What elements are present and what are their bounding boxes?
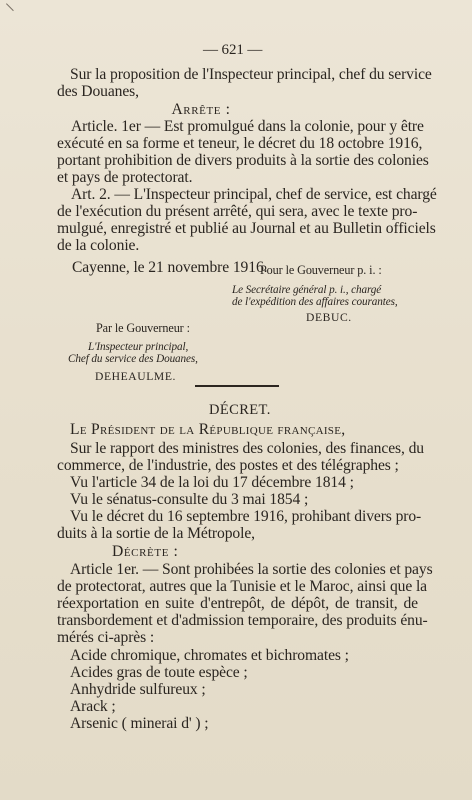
- text-line: duits à la sortie de la Métropole,: [57, 525, 255, 542]
- text-line: transbordement et d'admission temporaire, des produits énu-: [57, 612, 428, 629]
- decree-heading: DÉCRET.: [209, 402, 271, 418]
- date-line: Cayenne, le 21 novembre 1916.: [72, 259, 268, 276]
- signature-left-line: L'Inspecteur principal,: [88, 341, 189, 353]
- signature-right-title: Pour le Gouverneur p. i. :: [260, 263, 382, 277]
- text-line: de l'exécution du présent arrêté, qui sera, avec le texte pro-: [57, 203, 418, 220]
- text-line: Vu l'article 34 de la loi du 17 décembre 1814 ;: [70, 474, 354, 491]
- page-number: — 621 —: [203, 42, 263, 58]
- text-line: Article. 1er — Est promulgué dans la colonie, pour y être: [71, 118, 424, 135]
- list-item: Acides gras de toute espèce ;: [70, 664, 248, 681]
- list-item: Arsenic ( minerai d' ) ;: [70, 715, 209, 732]
- decrete-heading: Décrète :: [112, 543, 179, 560]
- text-line: mérés ci-après :: [57, 629, 155, 646]
- list-item: Anhydride sulfureux ;: [70, 681, 206, 698]
- signature-right-line: de l'expédition des affaires courantes,: [232, 296, 398, 308]
- text-line: réexportation en suite d'entrepôt, de dépôt, de transit, de: [57, 595, 418, 612]
- text-line: portant prohibition de divers produits à la sortie des colonies: [57, 152, 429, 169]
- signature-right-line: Le Secrétaire général p. i., chargé: [232, 284, 382, 296]
- text-line: Article 1er. — Sont prohibées la sortie des colonies et pays: [70, 561, 433, 578]
- text-line: et pays de protectorat.: [57, 169, 193, 186]
- arrete-heading: Arrête :: [171, 101, 231, 118]
- signature-right-name: DEBUC.: [306, 311, 352, 324]
- text-line: Vu le décret du 16 septembre 1916, prohibant divers pro-: [70, 508, 422, 525]
- list-item: Acide chromique, chromates et bichromates ;: [70, 647, 349, 664]
- page-corner-mark: [6, 0, 21, 11]
- text-line: de la colonie.: [57, 237, 140, 254]
- text-line: mulgué, enregistré et publié au Journal et au Bulletin officiels: [57, 220, 436, 237]
- list-item: Arack ;: [70, 698, 116, 715]
- president-title: Le Président de la République française,: [70, 421, 346, 438]
- text-line: des Douanes,: [57, 83, 139, 100]
- text-line: exécuté en sa forme et teneur, le décret du 18 octobre 1916,: [57, 135, 423, 152]
- text-line: commerce, de l'industrie, des postes et des télégraphes ;: [57, 457, 399, 474]
- text-line: [70, 421, 345, 438]
- signature-left-name: DEHEAULME.: [95, 370, 177, 383]
- text-line: Sur la proposition de l'Inspecteur principal, chef du service: [70, 66, 432, 83]
- text-line: de protectorat, autres que la Tunisie et le Maroc, ainsi que la: [57, 578, 428, 595]
- signature-left-title: Par le Gouverneur :: [96, 321, 190, 335]
- text-line: Art. 2. — L'Inspecteur principal, chef de service, est chargé: [71, 186, 437, 203]
- text-line: Sur le rapport des ministres des colonies, des finances, du: [70, 440, 424, 457]
- signature-left-line: Chef du service des Douanes,: [68, 353, 198, 365]
- separator-rule: [195, 385, 279, 387]
- text-line: Vu le sénatus-consulte du 3 mai 1854 ;: [70, 491, 309, 508]
